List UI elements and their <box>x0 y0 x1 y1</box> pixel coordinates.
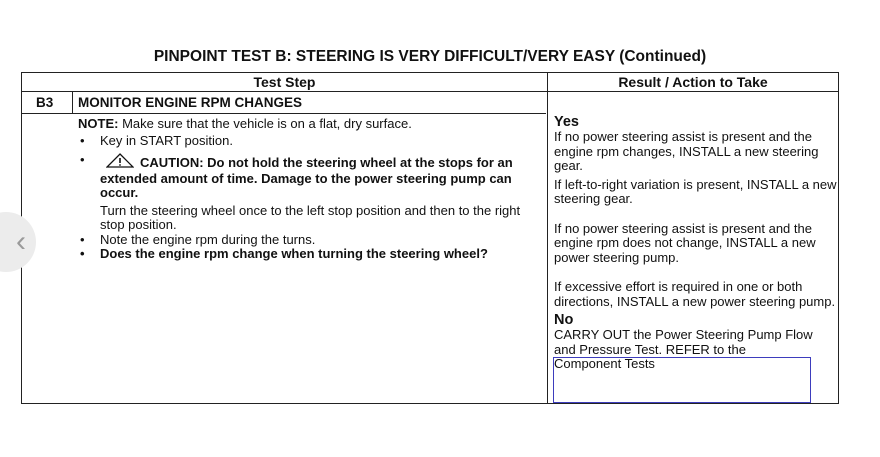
list-item: • Key in START position. <box>80 132 233 148</box>
note-label: NOTE: <box>78 116 119 131</box>
caution-item: • CAUTION: Do not hold the steering wheel at the stops for an extended amount of time. Damage to the power steering pump can occur. <box>80 152 513 200</box>
step-title: MONITOR ENGINE RPM CHANGES <box>78 95 303 110</box>
bullet-icon: • <box>80 132 85 148</box>
warning-triangle-icon <box>106 153 134 172</box>
yes-action-4: If excessive effort is required in one or both directions, INSTALL a new power steering pump. <box>554 279 836 309</box>
pinpoint-test-table <box>21 72 839 404</box>
bullet-icon: • <box>80 231 85 247</box>
page-title: PINPOINT TEST B: STEERING IS VERY DIFFICULT/VERY EASY (Continued) <box>153 48 707 65</box>
header-test-step: Test Step <box>253 74 316 90</box>
instruction-text: Turn the steering wheel once to the left stop position and then to the right stop position. <box>100 202 521 232</box>
no-action-1[interactable]: CARRY OUT the Power Steering Pump Flow and Pressure Test. REFER to the Component Tests <box>554 327 813 371</box>
no-label: No <box>554 312 574 328</box>
header-result-action: Result / Action to Take <box>618 74 768 90</box>
yes-action-2: If left-to-right variation is present, INSTALL a new steering gear. <box>554 176 837 206</box>
selection-highlight-box <box>553 357 811 403</box>
question-item: • Does the engine rpm change when turning the steering wheel? <box>80 246 488 261</box>
note <box>78 117 540 132</box>
bullet-icon: • <box>80 152 85 167</box>
test-step-body <box>78 117 540 262</box>
list-item: • Note the engine rpm during the turns. <box>80 231 316 247</box>
step-id: B3 <box>36 95 54 110</box>
yes-label: Yes <box>554 114 579 130</box>
step-id-divider <box>72 91 73 113</box>
bullet-icon: • <box>80 246 85 261</box>
step-title-divider <box>22 113 546 114</box>
header-divider <box>22 91 838 92</box>
yes-action-1: If no power steering assist is present and the engine rpm changes, INSTALL a new steering gear. <box>554 129 819 173</box>
column-divider <box>547 73 548 403</box>
yes-action-3: If no power steering assist is present and the engine rpm does not change, INSTALL a new power steering pump. <box>554 220 816 265</box>
result-body <box>554 115 838 372</box>
chevron-left-icon[interactable]: ‹ <box>0 212 36 272</box>
note-text: Make sure that the vehicle is on a flat, dry surface. <box>118 116 412 131</box>
